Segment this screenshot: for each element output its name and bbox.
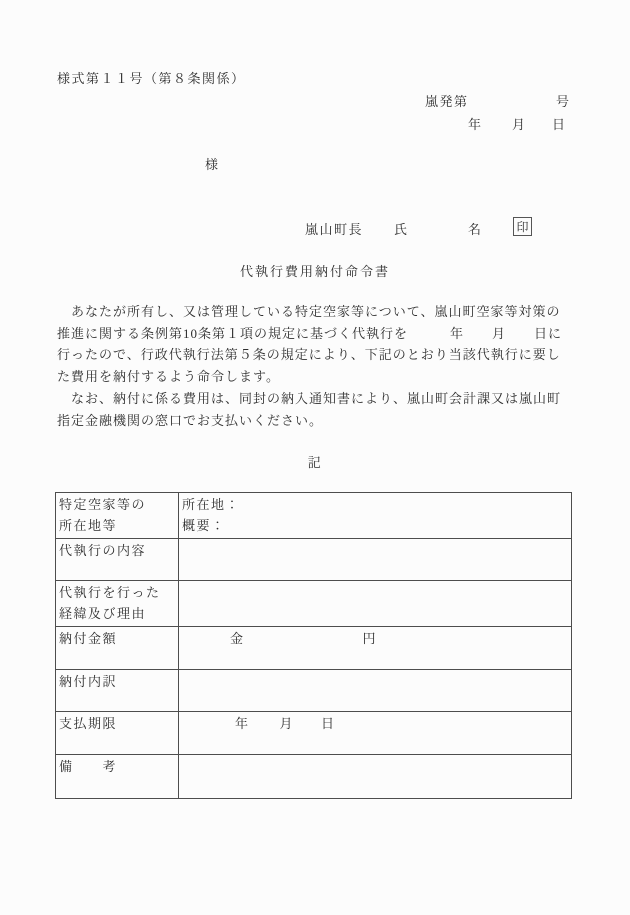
- amount-kin-label: 金: [230, 631, 245, 646]
- table-row-payment-deadline: [56, 712, 572, 755]
- row-content-cell: [179, 539, 572, 581]
- row-label-cell: [56, 712, 179, 755]
- body-line: 推進に関する条例第10条第１項の規定に基づく代執行を 年 月 日に: [57, 325, 563, 341]
- deadline-year-label: 年: [235, 716, 250, 731]
- row-label-cell: [56, 670, 179, 712]
- body-paragraph: [57, 301, 582, 431]
- document-title: 代執行費用納付命令書: [239, 264, 390, 279]
- body-line: た費用を納付するよう命令します。: [57, 369, 280, 385]
- row-content-cell: [179, 627, 572, 670]
- issue-date-day-label: 日: [552, 117, 567, 132]
- row-content-cell: [179, 712, 572, 755]
- issue-date-month-label: 月: [512, 117, 527, 132]
- amount-yen-label: 円: [362, 631, 378, 646]
- table-row-reason: [56, 581, 572, 627]
- row-label-line: 納付金額: [59, 631, 118, 646]
- addressee-honorific: 様: [205, 157, 220, 172]
- table-row-location: [56, 493, 572, 539]
- row-content-cell: [179, 581, 572, 627]
- seal-mark: 印: [516, 220, 529, 234]
- body-line: あなたが所有し、又は管理している特定空家等について、嵐山町空家等対策の: [57, 304, 561, 319]
- row-content-cell: [179, 670, 572, 712]
- location-summary-label: 概要：: [182, 517, 226, 533]
- issuer-given-name-label: 名: [468, 222, 483, 237]
- row-label-line: 特定空家等の: [59, 497, 147, 512]
- doc-number-suffix: 号: [556, 94, 571, 109]
- row-label-line: 備 考: [59, 759, 118, 774]
- table-row-execution-details: [56, 539, 572, 581]
- row-label-line: 代執行を行った: [59, 585, 161, 600]
- issuer-title: 嵐山町長: [305, 222, 364, 237]
- row-label-cell: [56, 755, 179, 799]
- row-label-cell: [56, 627, 179, 670]
- doc-number-prefix: 嵐発第: [425, 94, 469, 109]
- table-row-payment-breakdown: [56, 670, 572, 712]
- row-content-cell: [179, 493, 572, 539]
- issue-date-year-label: 年: [468, 117, 483, 132]
- row-label-line: 所在地等: [59, 517, 118, 533]
- row-content-cell: [179, 755, 572, 799]
- row-label-cell: [56, 581, 179, 627]
- location-address-label: 所在地：: [182, 497, 241, 512]
- table-row-payment-amount: [56, 627, 572, 670]
- cost-table: [55, 492, 572, 799]
- issuer-family-name-label: 氏: [394, 222, 409, 237]
- ki-marker: 記: [307, 455, 323, 470]
- deadline-month-label: 月: [279, 716, 295, 731]
- seal-box: [513, 217, 532, 236]
- row-label-cell: [56, 539, 179, 581]
- table-row-remarks: [56, 755, 572, 799]
- deadline-day-label: 日: [321, 716, 336, 731]
- body-line: 指定金融機関の窓口でお支払いください。: [57, 412, 324, 428]
- row-label-line: 納付内訳: [59, 674, 118, 689]
- row-label-line: 経緯及び理由: [59, 605, 147, 621]
- row-label-cell: [56, 493, 179, 539]
- row-label-line: 代執行の内容: [59, 543, 147, 558]
- body-line: 行ったので、行政代執行法第５条の規定により、下記のとおり当該代執行に要し: [57, 347, 561, 363]
- row-label-line: 支払期限: [59, 716, 118, 731]
- form-number: 様式第１１号（第８条関係）: [57, 71, 246, 86]
- body-line: なお、納付に係る費用は、同封の納入通知書により、嵐山町会計課又は嵐山町: [57, 390, 562, 406]
